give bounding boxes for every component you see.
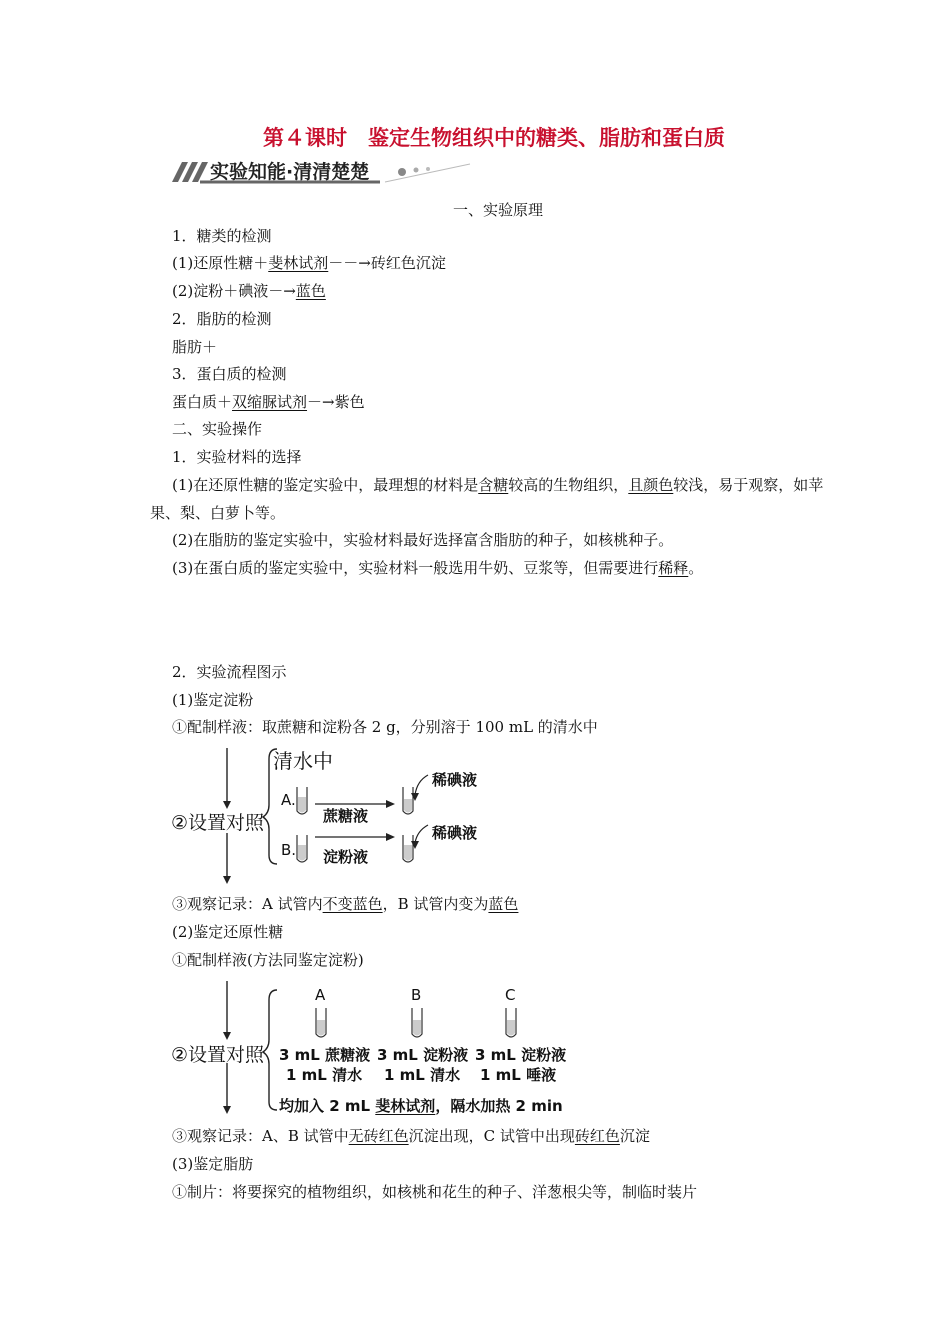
reducing-sugar-step-1: ①配制样液(方法同鉴定淀粉): [172, 951, 364, 969]
page-title: 第４课时 鉴定生物组织中的糖类、脂肪和蛋白质: [263, 126, 725, 150]
answer-blank: 且颜色: [628, 476, 674, 494]
material-para-2: (2)在脂肪的鉴定实验中，实验材料最好选择富含脂肪的种子，如核桃种子。: [172, 531, 674, 549]
material-para-1: [150, 471, 840, 527]
answer-blank: 斐林试剂: [375, 1097, 436, 1115]
section-banner: [170, 154, 710, 186]
sugar-line-2: [172, 281, 326, 301]
protein-heading: 3．蛋白质的检测: [172, 365, 287, 383]
tube-a-line1: 3 mL 蔗糖液: [279, 1046, 371, 1064]
tube-b-line2: 1 mL 清水: [384, 1066, 461, 1084]
starch-step-1: ①配制样液：取蔗糖和淀粉各 2 g，分别溶于 100 mL 的清水中: [172, 718, 598, 736]
flow-heading: 2．实验流程图示: [172, 663, 287, 681]
answer-blank: 无砖红色: [348, 1127, 409, 1145]
row-a-reagent: 稀碘液: [432, 771, 478, 789]
material-heading: 1．实验材料的选择: [172, 448, 302, 466]
text: 均加入 2 mL: [279, 1097, 376, 1115]
starch-step-3: [172, 894, 518, 914]
text: ③观察记录：A 试管内: [172, 895, 323, 913]
row-a-letter: A.: [281, 791, 296, 809]
row-b-reagent: 稀碘液: [432, 824, 478, 842]
text: 沉淀出现，C 试管中出现: [408, 1127, 575, 1145]
text: ，B 试管内变为: [382, 895, 489, 913]
fat-identify-heading: (3)鉴定脂肪: [172, 1155, 254, 1173]
text: 较浅，易于观察，如苹果、梨、白萝卜等。: [150, 476, 824, 522]
text: 蛋白质＋: [172, 393, 233, 411]
starch-diagram-top-label: 清水中: [273, 749, 333, 773]
starch-heading: (1)鉴定淀粉: [172, 691, 254, 709]
tube-c-line2: 1 mL 唾液: [480, 1066, 557, 1084]
tube-b-line1: 3 mL 淀粉液: [377, 1046, 469, 1064]
text: (1)在还原性糖的鉴定实验中，最理想的材料是: [172, 476, 479, 494]
row-b-letter: B.: [281, 841, 297, 859]
text: －－→砖红色沉淀: [328, 254, 446, 272]
text: (3)在蛋白质的鉴定实验中，实验材料一般选用牛奶、豆浆等，但需要进行: [172, 559, 659, 577]
answer-blank: 斐林试剂: [268, 254, 329, 272]
fat-step-1: ①制片：将要探究的植物组织，如核桃和花生的种子、洋葱根尖等，制临时装片: [172, 1183, 698, 1201]
answer-blank: 不变蓝色: [322, 895, 383, 913]
fat-line: 脂肪＋: [172, 338, 218, 356]
sugar-heading: 1．糖类的检测: [172, 227, 272, 245]
tube-a-letter: A: [315, 986, 326, 1004]
text: (1)还原性糖＋: [172, 254, 269, 272]
reducing-sugar-bottom-note: [279, 1095, 563, 1116]
text: 沉淀: [619, 1127, 650, 1145]
tube-b-letter: B: [411, 986, 422, 1004]
banner-text: 实验知能·清清楚楚: [210, 161, 370, 183]
text: (2)淀粉＋碘液－→: [172, 282, 296, 300]
starch-diagram-side-label: ②设置对照: [171, 812, 265, 834]
reducing-sugar-side-label: ②设置对照: [171, 1044, 265, 1066]
answer-blank: 砖红色: [574, 1127, 620, 1145]
section1-heading: 一、实验原理: [453, 201, 544, 219]
reducing-sugar-step-3: [172, 1126, 650, 1146]
text: 。: [688, 559, 704, 577]
section2-heading: 二、实验操作: [172, 420, 263, 438]
text: ，隔水加热 2 min: [435, 1097, 563, 1115]
answer-blank: 稀释: [658, 559, 689, 577]
material-para-3: [172, 558, 703, 578]
fat-heading: 2．脂肪的检测: [172, 310, 272, 328]
tube-a-line2: 1 mL 清水: [286, 1066, 363, 1084]
protein-line: [172, 392, 365, 412]
starch-diagram: [165, 745, 505, 890]
text: －→紫色: [307, 393, 365, 411]
reducing-sugar-heading: (2)鉴定还原性糖: [172, 923, 284, 941]
sugar-line-1: [172, 253, 446, 273]
text: 较高的生物组织，: [508, 476, 629, 494]
answer-blank: 双缩脲试剂: [232, 393, 308, 411]
row-a-liquid: 蔗糖液: [323, 807, 369, 825]
answer-blank: 蓝色: [488, 895, 519, 913]
row-b-liquid: 淀粉液: [323, 848, 369, 866]
text: ③观察记录：A、B 试管中: [172, 1127, 349, 1145]
answer-blank: 含糖: [478, 476, 509, 494]
tube-c-line1: 3 mL 淀粉液: [475, 1046, 567, 1064]
reducing-sugar-diagram: [165, 978, 585, 1118]
answer-blank: 蓝色: [295, 282, 326, 300]
tube-c-letter: C: [505, 986, 516, 1004]
